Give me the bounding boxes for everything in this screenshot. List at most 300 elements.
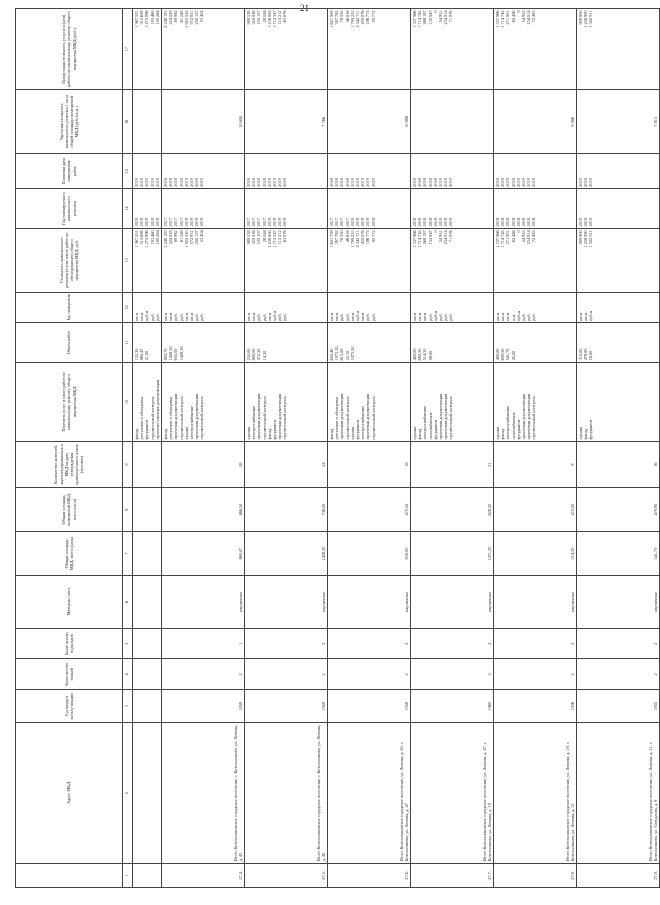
header-cell: Год ввода в эксплу-атацию	[16, 690, 123, 723]
cell-line: 1428,30	[168, 346, 174, 361]
cell-line: 1 922 550	[183, 230, 189, 248]
table-row	[494, 9, 577, 888]
table-row	[577, 9, 660, 888]
cell-line: кв.м	[139, 312, 145, 321]
cell-plan-year	[411, 189, 494, 229]
cell-line: 572 931	[189, 230, 195, 245]
cell-year: 1959	[245, 690, 328, 723]
cell-year: 1935	[577, 690, 660, 723]
cell-line: проектная документация	[521, 393, 527, 440]
column-number-cell: 1	[123, 863, 133, 887]
cell-line: крыша	[412, 427, 418, 440]
header-cell: Удельная стоимость капитального ремонта 1 кв.м общей площади помещений МКД (руб./кв.м.)	[16, 90, 123, 154]
cell-line: 2018	[495, 178, 501, 187]
cell-done-year	[494, 154, 577, 189]
cell-limit-cost	[577, 9, 660, 90]
header-cell: Количество жителей, зарегистрированных в МКД на дату утверждения краткосрочного плана (человек)	[16, 442, 123, 488]
cell-line: 2019	[365, 217, 371, 227]
cell-line: 2019	[370, 217, 376, 227]
cell-line: кв.м	[266, 312, 272, 321]
cell-line: 572 931	[189, 10, 195, 25]
cell-area-total: 860,47	[162, 532, 245, 576]
cell-line: 655,00	[173, 348, 179, 361]
cell-line: 1 275 896	[144, 230, 150, 248]
cell-line: 2018	[432, 178, 438, 187]
cell-line: 909 900	[578, 230, 584, 245]
cell-line: кв.м	[329, 312, 335, 321]
cell-line: 0	[432, 230, 438, 233]
cell-line: проектная документация	[194, 393, 200, 440]
cell-no: 27.8.	[494, 863, 577, 887]
cell-line: кв.м	[578, 312, 584, 321]
column-number-cell: 3	[123, 690, 133, 723]
cell-line: 1 714 745	[417, 10, 423, 28]
header-cell	[16, 863, 123, 887]
cell-line: 78 530	[339, 230, 345, 243]
header-cell: Общая площадь помещений МКД, всего (кв.м)	[16, 488, 123, 532]
cell-entrances: 1	[162, 628, 245, 659]
cell-line: 2018	[515, 217, 521, 227]
header-cell: Стоимость капитального ремонта (в том числе работ по обследованию) общего имущества МКД, руб.	[16, 228, 123, 292]
cell-line: 1 799 253	[349, 10, 355, 28]
column-number-cell: 12	[123, 292, 133, 323]
cell-line: 2017	[329, 217, 335, 227]
cell-volume	[245, 323, 328, 363]
cell-line: 63 076	[282, 230, 288, 243]
cell-residents: 21	[411, 442, 494, 488]
cell-line: фасад	[329, 428, 335, 440]
cell-area-rooms: 472,50	[494, 488, 577, 532]
cell-line: 100 284	[154, 230, 160, 245]
cell-line: руб.	[149, 313, 155, 321]
cell-line: 234 914	[443, 10, 449, 25]
cell-line: строительный контроль	[178, 396, 184, 440]
cell-line: утепление и облицовка	[139, 397, 145, 440]
cell-line: кв.м	[422, 312, 428, 321]
cell-line: 1 337 966	[412, 10, 418, 28]
cell-line: 2018	[510, 217, 516, 227]
cell-line: 78 530	[339, 10, 345, 23]
cell-line: утепление и облицовка	[168, 397, 174, 440]
cell-line: 28 044	[261, 230, 267, 243]
cell-line: 268 187	[422, 10, 428, 25]
cell-line: руб.	[344, 313, 350, 321]
cell-line: куб.м	[355, 310, 361, 321]
cell-line: руб.	[448, 313, 454, 321]
cell-line: 480,00	[412, 348, 418, 361]
cell-volume	[577, 323, 660, 363]
cell-line: 909 900	[578, 10, 584, 25]
cell-line: строительный контроль	[282, 396, 288, 440]
cell-walls: кирпичные	[328, 576, 411, 629]
cell-works	[162, 362, 245, 441]
cell-walls: кирпичные	[245, 576, 328, 629]
column-number-cell: 14	[123, 189, 133, 229]
cell-line: руб.	[261, 313, 267, 321]
cell-works	[133, 362, 162, 441]
cell-units	[577, 292, 660, 323]
column-number-cell: 16	[123, 90, 133, 154]
cell-line: 2019	[588, 217, 594, 227]
cell-line: 2017	[334, 217, 340, 227]
table-row	[133, 9, 162, 888]
cell-cost	[577, 228, 660, 292]
cell-line: 2019	[360, 178, 366, 187]
header-cell: Плановая дата завершения работ	[16, 154, 123, 189]
cell-line: 2019	[134, 217, 139, 227]
cell-line: 14,30	[261, 350, 267, 361]
cell-line: 2018	[500, 178, 506, 187]
cell-line: кв.м	[495, 312, 501, 321]
cell-specific-cost: 10 602	[162, 90, 245, 154]
cell-cost	[411, 228, 494, 292]
cell-line: 2018	[500, 217, 506, 227]
cell-line: 480,00	[495, 348, 501, 361]
rotated-sheet	[15, 8, 658, 888]
cell-line: 1 367 551	[134, 10, 139, 28]
cell-line: 28 044	[261, 10, 267, 23]
cell-line: кв.м	[168, 312, 174, 321]
cell-line: руб.	[154, 313, 160, 321]
cell-line: 1073,30	[349, 346, 355, 361]
cell-line: кв.м	[500, 312, 506, 321]
cell-address: Итого Котельниковское городское поселение, ул. Ленина, д. 45, г. Котельниково, ул. Ленина, д. 47	[328, 723, 411, 864]
cell-line: 2019	[139, 217, 145, 227]
cell-line: 46 816	[344, 10, 350, 23]
cell-line: кв.м	[583, 312, 589, 321]
cell-line: 2018	[329, 178, 335, 187]
cell-line: 2019	[531, 178, 537, 187]
cell-line: 89 982	[173, 10, 179, 23]
cell-line: 105 107	[256, 230, 262, 245]
cell-line: 2019	[189, 178, 195, 187]
cell-line: 1073,30	[334, 346, 340, 361]
cell-line: 430 076	[360, 10, 366, 25]
cell-line: электроснабжение	[251, 405, 257, 440]
cell-works	[411, 362, 494, 441]
cell-year: 1958	[328, 690, 411, 723]
cell-line: 805,70	[163, 348, 169, 361]
cell-line: проектно-сметная документация	[154, 379, 160, 440]
cell-line: руб.	[282, 313, 288, 321]
cell-line: 2017	[339, 217, 345, 227]
cell-walls	[133, 576, 162, 629]
cell-line: крыша	[495, 427, 501, 440]
cell-line: руб.	[173, 313, 179, 321]
cell-line: руб.	[427, 313, 433, 321]
cell-year	[133, 690, 162, 723]
cell-line: 2018	[412, 217, 418, 227]
cell-line: крыша	[349, 427, 355, 440]
cell-line: кв.м	[189, 312, 195, 321]
cell-line: фундамент	[272, 419, 278, 440]
cell-line: проектная документация	[438, 393, 444, 440]
cell-line: п.м	[510, 314, 516, 321]
column-number-cell: 13	[123, 228, 133, 292]
cell-walls: кирпичные	[411, 576, 494, 629]
cell-area-rooms	[133, 488, 162, 532]
cell-line: 53 404	[199, 10, 205, 23]
cell-line: 72 483	[531, 10, 537, 23]
cell-line: фундамент	[432, 419, 438, 440]
cell-units	[245, 292, 328, 323]
cell-limit-cost	[328, 9, 411, 90]
cell-line: 22,10	[344, 350, 350, 361]
cell-line: кв.м	[251, 312, 257, 321]
cell-line: газоснабжение	[427, 412, 433, 440]
cell-line: 2018	[495, 217, 501, 227]
cell-line: строительный контроль	[344, 396, 350, 440]
cell-line: строительный контроль	[448, 396, 454, 440]
cell-line: 63 076	[282, 10, 288, 23]
cell-line: 1 337 966	[495, 10, 501, 28]
cell-line: проектная документация	[443, 393, 449, 440]
cell-line: 1 922 550	[183, 10, 189, 28]
cell-line: 234 914	[526, 10, 532, 25]
column-number-cell: 10	[123, 362, 133, 441]
table-row	[328, 9, 411, 888]
cell-line: 1 352 911	[588, 10, 594, 28]
cell-line: 271 901	[505, 230, 511, 245]
cell-floors: 2	[245, 659, 328, 690]
cell-line: 2019	[144, 178, 150, 187]
cell-line: 2018	[339, 178, 345, 187]
cell-specific-cost: 8 086	[494, 90, 577, 154]
cell-line: 2019	[272, 178, 278, 187]
cell-line: 2017	[256, 217, 262, 227]
cell-line: 62 426	[510, 10, 516, 23]
cell-specific-cost: 10 888	[328, 90, 411, 154]
cell-line: куб.м	[588, 310, 594, 321]
cell-line: 2019	[438, 178, 444, 187]
cell-volume	[494, 323, 577, 363]
cell-limit-cost	[133, 9, 162, 90]
header-cell: Общая площадь МКД, всего (кв.м)	[16, 532, 123, 576]
cell-line: 271 901	[505, 10, 511, 25]
cell-line: утепление и облицовка	[334, 397, 340, 440]
cell-line: строительный контроль	[370, 396, 376, 440]
column-number-cell: 11	[123, 323, 133, 363]
cell-line: фундамент	[588, 419, 594, 440]
cell-area-total: 1071,30	[411, 532, 494, 576]
cell-line: руб.	[277, 313, 283, 321]
cell-line: 2 248 183	[163, 230, 169, 248]
cell-volume	[133, 323, 162, 363]
cell-line: 514,30	[422, 348, 428, 361]
cell-line: 1 621 709	[329, 230, 335, 248]
cell-specific-cost	[133, 90, 162, 154]
cell-units	[133, 292, 162, 323]
cell-line: 54 953	[521, 10, 527, 23]
cell-line: 2019	[526, 178, 532, 187]
cell-line: руб.	[443, 313, 449, 321]
cell-address: Итого Котельниковское городское поселение, г. Котельниково, ул. Ленина, д. 43	[162, 723, 245, 864]
cell-line: 2019	[443, 178, 449, 187]
cell-line: 989 538	[246, 230, 252, 245]
cell-limit-cost	[245, 9, 328, 90]
cell-line: руб.	[365, 313, 371, 321]
cell-no: 27.6.	[328, 863, 411, 887]
cell-done-year	[245, 154, 328, 189]
cell-line: фасад	[163, 428, 169, 440]
cell-area-total: 541,70	[577, 532, 660, 576]
cell-line: 2019	[588, 178, 594, 187]
cell-line: 2019	[578, 217, 584, 227]
table-row	[162, 9, 245, 888]
cell-entrances: 2	[577, 628, 660, 659]
cell-line: 1 714 745	[500, 230, 506, 248]
cell-line: 2017	[261, 217, 267, 227]
header-cell: Адрес МКД	[16, 723, 123, 864]
cell-line: 1428,30	[178, 346, 184, 361]
cell-floors: 2	[494, 659, 577, 690]
cell-line: кв.м	[417, 312, 423, 321]
cell-line: 1 238 000	[266, 10, 272, 28]
cell-line: 2019	[583, 178, 589, 187]
cell-line: газоснабжение	[510, 412, 516, 440]
cell-residents: 28	[162, 442, 245, 488]
cell-plan-year	[494, 189, 577, 229]
cell-line: 2018	[251, 178, 257, 187]
cell-no	[133, 863, 162, 887]
cell-line: крыша	[246, 427, 252, 440]
cell-plan-year	[328, 189, 411, 229]
header-cell: Материал стен	[16, 576, 123, 629]
cell-line: 2018	[505, 178, 511, 187]
cell-line: 71 976	[448, 230, 454, 243]
cell-line: 2 342 711	[355, 230, 361, 248]
cell-line: проектная документация	[526, 393, 532, 440]
cell-line: 2017	[246, 217, 252, 227]
cell-line: 2019	[360, 217, 366, 227]
cell-line: 690,50	[500, 348, 506, 361]
cell-area-rooms: 466,50	[162, 488, 245, 532]
cell-line: кв.м	[360, 312, 366, 321]
cell-line: фундамент	[144, 419, 150, 440]
page-number: 21	[300, 3, 309, 13]
cell-line: 397 782	[334, 10, 340, 25]
cell-line: 105 107	[256, 10, 262, 25]
cell-plan-year	[162, 189, 245, 229]
cell-line: 95 772	[370, 230, 376, 243]
cell-floors: 3	[411, 659, 494, 690]
cell-line: 989 538	[246, 10, 252, 25]
cell-line: 0	[432, 10, 438, 13]
cell-line: 2019	[578, 178, 584, 187]
cell-line: 122,30	[134, 348, 139, 361]
cell-line: проектная документация	[339, 393, 345, 440]
cell-no: 27.5.	[245, 863, 328, 887]
cell-address: Итого Котельниковское городское поселение, ул. Ленина, д. 19, г. Котельниково, ул. Ленина, д. 21	[494, 723, 577, 864]
cell-line: 2019	[448, 217, 454, 227]
cell-line: 135 947	[427, 230, 433, 245]
table-row	[245, 9, 328, 888]
cell-line: 1 337 966	[495, 230, 501, 248]
cell-line: руб.	[199, 313, 205, 321]
cell-area-rooms: 736,00	[245, 488, 328, 532]
cell-line: 2018	[173, 178, 179, 187]
cell-volume	[162, 323, 245, 363]
cell-units	[162, 292, 245, 323]
cell-line: руб.	[339, 313, 345, 321]
column-number-cell: 17	[123, 9, 133, 90]
cell-works	[245, 362, 328, 441]
cell-line: 397 782	[334, 230, 340, 245]
cell-no: 27.4.	[162, 863, 245, 887]
cell-line: строительный контроль	[149, 396, 155, 440]
cell-line: 2 248 183	[163, 10, 169, 28]
cell-line: строительный контроль	[531, 396, 537, 440]
cell-line: крыша	[183, 427, 189, 440]
cell-line: фасад	[583, 428, 589, 440]
cell-line: 2019	[189, 217, 195, 227]
cell-line: 72 483	[531, 230, 537, 243]
cell-address	[133, 723, 162, 864]
cell-residents: 18	[328, 442, 411, 488]
cell-line: 2019	[349, 178, 355, 187]
cell-line: 320 036	[251, 230, 257, 245]
cell-plan-year	[577, 189, 660, 229]
cell-line: 2018	[261, 178, 267, 187]
cell-line: руб.	[194, 313, 200, 321]
cell-line: 61 249	[178, 230, 184, 243]
cell-line: 2019	[277, 217, 283, 227]
cell-units	[494, 292, 577, 323]
repair-plan-table	[15, 8, 660, 888]
cell-line: 2019	[194, 217, 200, 227]
cell-line: 2018	[427, 217, 433, 227]
cell-walls: кирпичные	[162, 576, 245, 629]
column-number-cell: 8	[123, 488, 133, 532]
cell-line: 2018	[526, 217, 532, 227]
cell-line: 2019	[266, 178, 272, 187]
cell-line: куб.м	[432, 310, 438, 321]
cell-line: электроснабжение	[505, 405, 511, 440]
cell-line: 315 698	[139, 230, 145, 245]
cell-line: 234 914	[526, 230, 532, 245]
cell-walls: кирпичные	[577, 576, 660, 629]
table-body	[133, 9, 660, 888]
cell-line: 690,50	[417, 348, 423, 361]
cell-line: 2019	[448, 178, 454, 187]
cell-line: фундамент	[515, 419, 521, 440]
cell-line: 860,47	[139, 348, 145, 361]
cell-line: 2018	[505, 217, 511, 227]
cell-entrances: 2	[245, 628, 328, 659]
cell-line: 2019	[134, 178, 139, 187]
cell-address: Итого Котельниковское городское поселение, ул. Ленина, д. 21, г. Котельниково, ул. Свердлова, д. 9	[577, 723, 660, 864]
cell-cost	[328, 228, 411, 292]
cell-line: 53 404	[199, 230, 205, 243]
cell-line: 186 775	[365, 10, 371, 25]
cell-line: 0	[515, 10, 521, 13]
cell-line: 315 698	[139, 10, 145, 25]
cell-area-total: 514,30	[494, 532, 577, 576]
cell-units	[328, 292, 411, 323]
cell-line: 2019	[183, 217, 189, 227]
table-row	[411, 9, 494, 888]
cell-line: 1 621 909	[329, 10, 335, 28]
cell-line: 524 029	[168, 230, 174, 245]
cell-area-rooms: 628,30	[411, 488, 494, 532]
cell-line: 1 352 911	[588, 230, 594, 248]
cell-floors: 2	[162, 659, 245, 690]
cell-line: 2018	[432, 217, 438, 227]
cell-line: руб.	[256, 313, 262, 321]
cell-cost	[245, 228, 328, 292]
cell-entrances	[133, 628, 162, 659]
cell-line: 2019	[282, 178, 288, 187]
